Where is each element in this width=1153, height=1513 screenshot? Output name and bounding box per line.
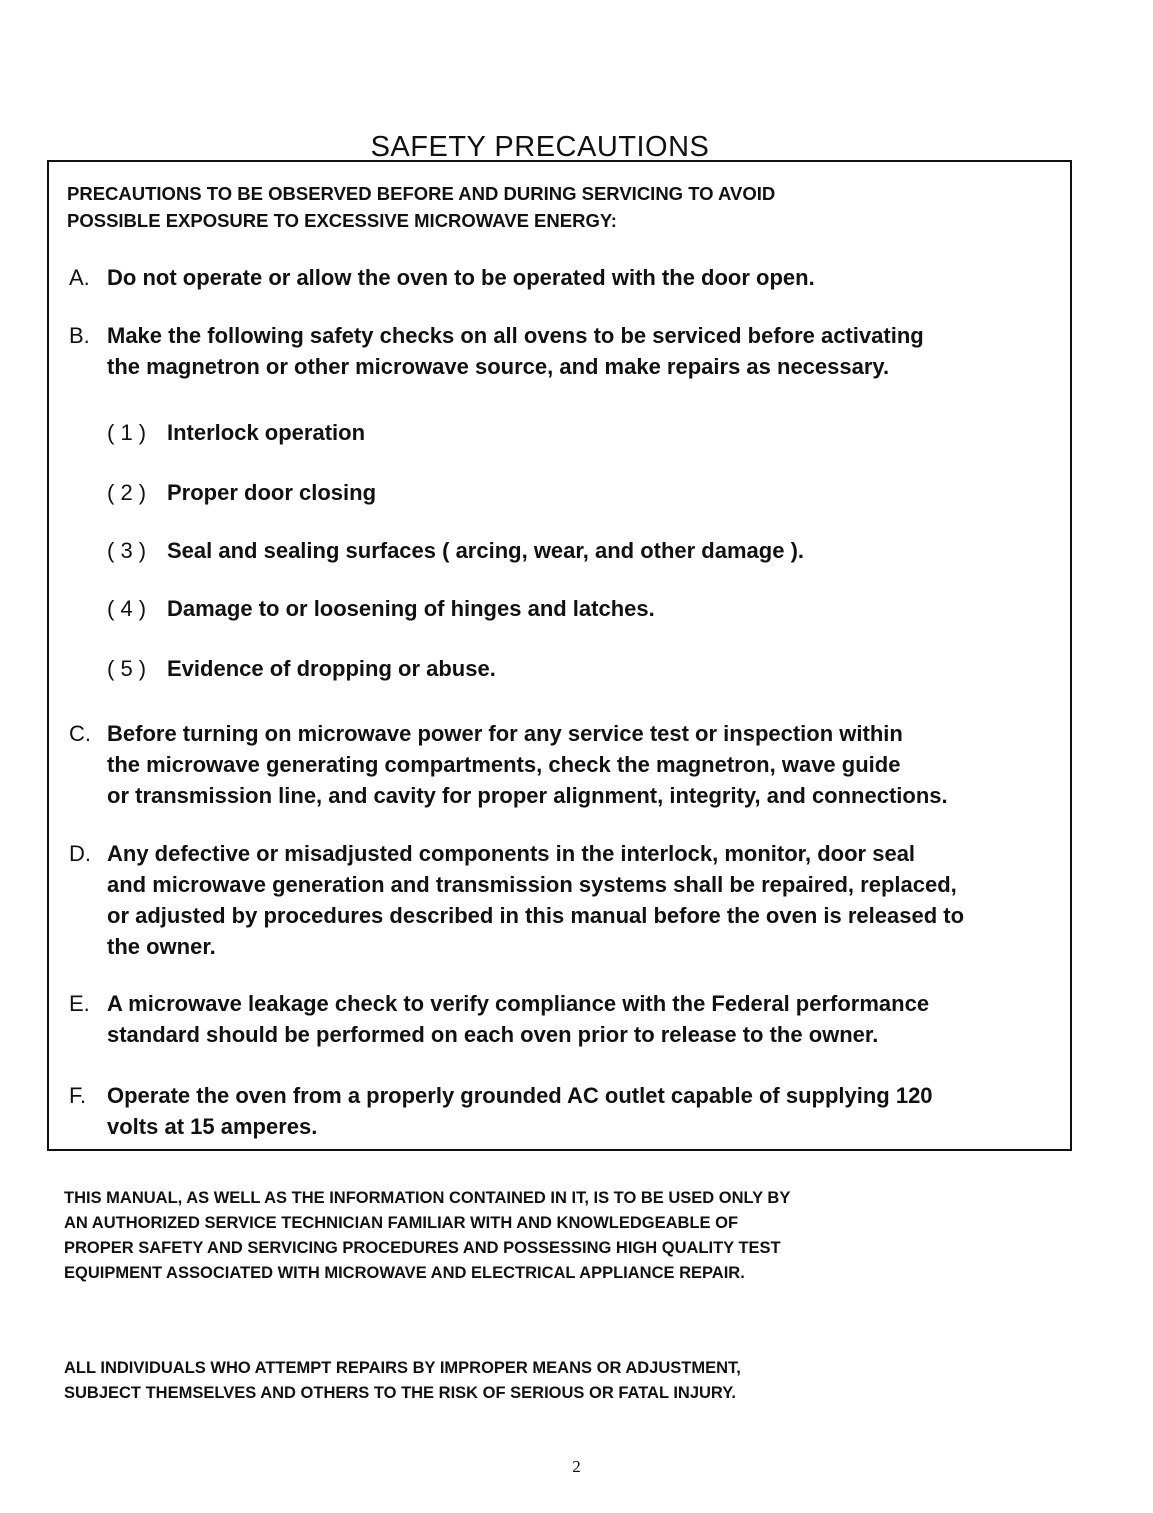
check-number: ( 4 ) xyxy=(107,596,147,621)
check-text: Damage to or loosening of hinges and latches. xyxy=(167,596,655,621)
item-line: or adjusted by procedures described in this manual before the oven is released to xyxy=(107,903,965,928)
notice-line: THIS MANUAL, AS WELL AS THE INFORMATION CONTAINED IN IT, IS TO BE USED ONLY BY xyxy=(64,1189,791,1207)
notice-line: EQUIPMENT ASSOCIATED WITH MICROWAVE AND ELECTRICAL APPLIANCE REPAIR. xyxy=(64,1264,745,1282)
check-number: ( 5 ) xyxy=(107,656,147,681)
item-line: standard should be performed on each oven prior to release to the owner. xyxy=(107,1022,879,1047)
item-text xyxy=(107,988,1067,1050)
item-line: or transmission line, and cavity for proper alignment, integrity, and connections. xyxy=(107,783,948,808)
item-text xyxy=(107,262,1067,293)
item-line: the owner. xyxy=(107,934,216,959)
item-line: A microwave leakage check to verify compliance with the Federal performance xyxy=(107,991,930,1016)
heading-line: PRECAUTIONS TO BE OBSERVED BEFORE AND DURING SERVICING TO AVOID xyxy=(67,183,776,204)
page-number: 2 xyxy=(572,1457,581,1476)
check-item-4 xyxy=(107,594,655,624)
item-text xyxy=(107,718,1067,811)
item-line: Make the following safety checks on all ovens to be serviced before activating xyxy=(107,323,924,348)
item-line: Operate the oven from a properly grounded AC outlet capable of supplying 120 xyxy=(107,1083,933,1108)
item-text xyxy=(107,838,1067,962)
check-item-3 xyxy=(107,536,804,566)
item-line: Before turning on microwave power for any service test or inspection within xyxy=(107,721,903,746)
check-number: ( 3 ) xyxy=(107,538,147,563)
check-item-5 xyxy=(107,654,496,684)
notice-line: ALL INDIVIDUALS WHO ATTEMPT REPAIRS BY IMPROPER MEANS OR ADJUSTMENT, xyxy=(64,1359,741,1377)
authorized-technician-notice xyxy=(64,1186,1014,1286)
item-text xyxy=(107,1080,1067,1142)
check-text: Proper door closing xyxy=(167,480,377,505)
item-line: Any defective or misadjusted components in the interlock, monitor, door seal xyxy=(107,841,916,866)
check-item-2 xyxy=(107,478,376,508)
item-line: volts at 15 amperes. xyxy=(107,1114,318,1139)
item-letter: B. xyxy=(69,323,90,348)
item-letter: F. xyxy=(69,1083,87,1108)
heading-line: POSSIBLE EXPOSURE TO EXCESSIVE MICROWAVE ENERGY: xyxy=(67,210,617,231)
item-line: Do not operate or allow the oven to be operated with the door open. xyxy=(107,265,815,290)
item-letter: D. xyxy=(69,841,91,866)
check-number: ( 1 ) xyxy=(107,420,147,445)
precautions-box xyxy=(47,160,1072,1151)
notice-line: AN AUTHORIZED SERVICE TECHNICIAN FAMILIAR WITH AND KNOWLEDGEABLE OF xyxy=(64,1214,739,1232)
check-text: Interlock operation xyxy=(167,420,366,445)
check-item-1 xyxy=(107,418,365,448)
check-text: Evidence of dropping or abuse. xyxy=(167,656,496,681)
injury-warning-notice xyxy=(64,1356,1014,1406)
page-title: SAFETY PRECAUTIONS xyxy=(370,131,710,164)
check-text: Seal and sealing surfaces ( arcing, wear, and other damage ). xyxy=(167,538,805,563)
notice-line: PROPER SAFETY AND SERVICING PROCEDURES AND POSSESSING HIGH QUALITY TEST xyxy=(64,1239,781,1257)
check-number: ( 2 ) xyxy=(107,480,147,505)
item-line: the magnetron or other microwave source, and make repairs as necessary. xyxy=(107,354,890,379)
notice-line: SUBJECT THEMSELVES AND OTHERS TO THE RISK OF SERIOUS OR FATAL INJURY. xyxy=(64,1384,736,1402)
item-letter: C. xyxy=(69,721,91,746)
item-letter: A. xyxy=(69,265,90,290)
item-letter: E. xyxy=(69,991,90,1016)
item-line: and microwave generation and transmission systems shall be repaired, replaced, xyxy=(107,872,957,897)
item-text xyxy=(107,320,1067,382)
item-line: the microwave generating compartments, check the magnetron, wave guide xyxy=(107,752,901,777)
precautions-heading xyxy=(67,180,967,234)
